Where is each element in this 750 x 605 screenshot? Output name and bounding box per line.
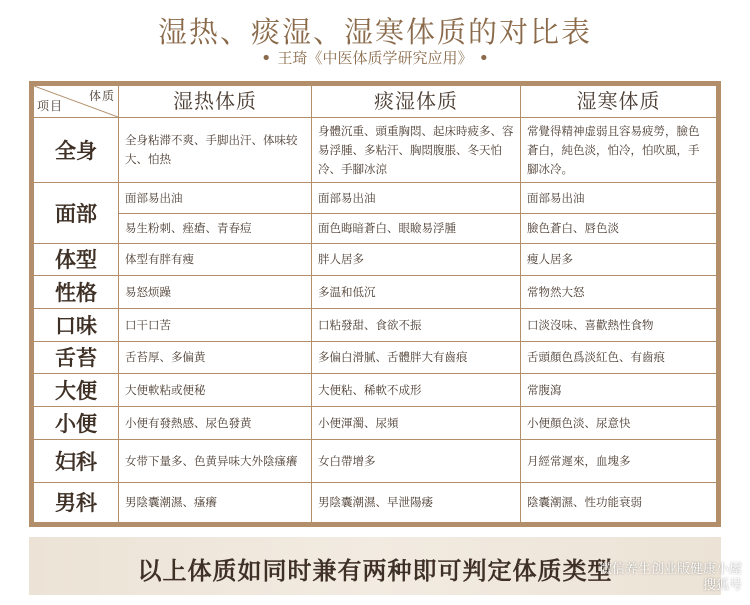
table-cell: 面部易出油 (521, 183, 717, 214)
table-cell: 女白帶增多 (312, 440, 521, 483)
table-cell: 瘦人居多 (521, 244, 717, 276)
table-row (34, 276, 717, 309)
comparison-table (29, 81, 721, 527)
table-cell: 男陰囊潮濕、瘙癢 (119, 483, 312, 523)
page-title: 湿热、痰湿、湿寒体质的对比表 (157, 15, 592, 49)
table-row (34, 118, 717, 183)
bullet-dot-icon: • (478, 48, 490, 69)
row-label: 面部 (34, 183, 119, 244)
column-header: 湿热体质 (119, 86, 312, 118)
table-cell: 常腹瀉 (521, 374, 717, 407)
table-cell: 身體沉重、頭重胸悶、起床時疲多、容易浮腫、多粘汗、胸悶腹脹、冬天怕冷、手腳冰涼 (312, 118, 521, 183)
table-row (34, 214, 717, 244)
table-cell: 全身粘滞不爽、手脚出汗、体味较大、怕热 (119, 118, 312, 183)
row-label: 大便 (34, 374, 119, 407)
table-row (34, 440, 717, 483)
watermark (599, 562, 742, 594)
table-cell: 体型有胖有瘦 (119, 244, 312, 276)
table-row (34, 183, 717, 214)
table-cell: 面部易出油 (119, 183, 312, 214)
table-cell: 多偏白滑膩、舌體胖大有齒痕 (312, 342, 521, 374)
bullet-dot-icon: • (260, 48, 272, 69)
table-row (34, 374, 717, 407)
corner-top-label: 体质 (88, 89, 115, 103)
row-label: 性格 (34, 276, 119, 309)
table-cell: 易怒烦躁 (119, 276, 312, 309)
table-cell: 小便顏色淡、尿意快 (521, 407, 717, 440)
table-cell: 男陰囊潮濕、早泄陽痿 (312, 483, 521, 523)
row-label: 男科 (34, 483, 119, 523)
table-header-row (34, 86, 717, 118)
table-cell: 口干口苦 (119, 309, 312, 342)
table-cell: 臉色蒼白、唇色淡 (521, 214, 717, 244)
row-label: 舌苔 (34, 342, 119, 374)
table-cell: 口淡沒味、喜歡熱性食物 (521, 309, 717, 342)
table-cell: 常物然大怒 (521, 276, 717, 309)
table-cell: 女带下量多、色黄异味大外陰瘙癢 (119, 440, 312, 483)
row-label: 妇科 (34, 440, 119, 483)
subtitle-text: 王琦《中医体质学研究应用》 (277, 49, 473, 67)
table-cell: 舌苔厚、多偏黄 (119, 342, 312, 374)
table-cell: 小便有發熱感、尿色發黄 (119, 407, 312, 440)
page-subtitle (0, 47, 750, 69)
table-cell: 大便粘、稀軟不成形 (312, 374, 521, 407)
row-label: 小便 (34, 407, 119, 440)
table-cell: 易生粉刺、痤瘡、青春痘 (119, 214, 312, 244)
table-cell: 大便軟粘或便秘 (119, 374, 312, 407)
table-cell: 口粘發甜、食欲不振 (312, 309, 521, 342)
corner-cell (34, 86, 119, 118)
table-cell: 面色晦暗蒼白、眼瞼易浮腫 (312, 214, 521, 244)
table-row (34, 407, 717, 440)
table-cell: 多温和低沉 (312, 276, 521, 309)
table-cell: 胖人居多 (312, 244, 521, 276)
table-cell: 常覺得精神虚弱且容易疲勞，臉色蒼白，純色淡，怕冷，怕吹風，手腳冰冷。 (521, 118, 717, 183)
table-row (34, 483, 717, 523)
table-row (34, 309, 717, 342)
table-cell: 舌頭顏色爲淡紅色、有齒痕 (521, 342, 717, 374)
table-row (34, 244, 717, 276)
column-header: 湿寒体质 (521, 86, 717, 118)
footer-text: 以上体质如同时兼有两种即可判定体质类型 (137, 556, 613, 585)
row-label: 口味 (34, 309, 119, 342)
table-row (34, 342, 717, 374)
watermark-line: 微信养生创业版健康小屋 (598, 562, 742, 577)
table-cell: 陰囊潮濕、性功能衰弱 (521, 483, 717, 523)
row-label: 体型 (34, 244, 119, 276)
row-label: 全身 (34, 118, 119, 183)
column-header: 痰湿体质 (312, 86, 521, 118)
table-cell: 小便渾濁、尿頻 (312, 407, 521, 440)
table-cell: 面部易出油 (312, 183, 521, 214)
table-cell: 月經常遲來，血塊多 (521, 440, 717, 483)
corner-bottom-label: 项目 (37, 99, 64, 113)
watermark-line: 搜狐号 (702, 578, 742, 593)
